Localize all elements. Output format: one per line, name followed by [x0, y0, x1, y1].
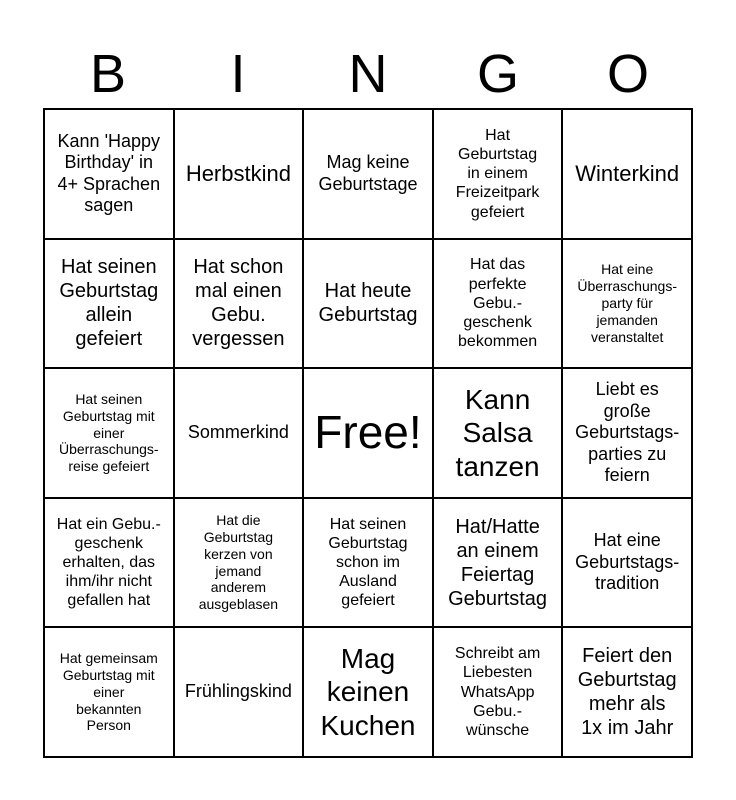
header-letter-o: O [606, 44, 649, 104]
bingo-cell[interactable]: Hat das perfekte Gebu.- geschenk bekommen [433, 239, 563, 369]
free-space-cell[interactable]: Free! [303, 368, 433, 498]
bingo-cell[interactable]: Sommerkind [174, 368, 304, 498]
bingo-cell[interactable]: Hat eine Geburtstags- tradition [562, 498, 692, 628]
bingo-cell[interactable]: Hat schon mal einen Gebu. vergessen [174, 239, 304, 369]
bingo-cell[interactable]: Kann 'Happy Birthday' in 4+ Sprachen sagen [44, 109, 174, 239]
bingo-grid [43, 108, 693, 758]
bingo-cell[interactable]: Hat die Geburtstag kerzen von jemand anderem ausgeblasen [174, 498, 304, 628]
header-letter-b: B [89, 44, 127, 104]
bingo-cell[interactable]: Mag keine Geburtstage [303, 109, 433, 239]
header-letter-i: I [230, 44, 246, 104]
bingo-cell[interactable]: Herbstkind [174, 109, 304, 239]
bingo-cell[interactable]: Hat seinen Geburtstag allein gefeiert [44, 239, 174, 369]
bingo-cell[interactable]: Schreibt am Liebesten WhatsApp Gebu.- wünsche [433, 627, 563, 757]
bingo-cell[interactable]: Hat Geburtstag in einem Freizeitpark gefeiert [433, 109, 563, 239]
bingo-cell[interactable]: Hat seinen Geburtstag mit einer Überraschungs- reise gefeiert [44, 368, 174, 498]
bingo-cell[interactable]: Hat seinen Geburtstag schon im Ausland gefeiert [303, 498, 433, 628]
header-letter-g: G [476, 44, 519, 104]
bingo-cell[interactable]: Hat gemeinsam Geburtstag mit einer bekannten Person [44, 627, 174, 757]
bingo-cell[interactable]: Hat/Hatte an einem Feiertag Geburtstag [433, 498, 563, 628]
bingo-cell[interactable]: Hat heute Geburtstag [303, 239, 433, 369]
bingo-cell[interactable]: Feiert den Geburtstag mehr als 1x im Jahr [562, 627, 692, 757]
header-letter-n: N [348, 44, 388, 104]
bingo-cell[interactable]: Frühlingskind [174, 627, 304, 757]
bingo-cell[interactable]: Hat eine Überraschungs- party für jemanden veranstaltet [562, 239, 692, 369]
bingo-cell[interactable]: Hat ein Gebu.- geschenk erhalten, das ihm/ihr nicht gefallen hat [44, 498, 174, 628]
bingo-cell[interactable]: Winterkind [562, 109, 692, 239]
bingo-cell[interactable]: Mag keinen Kuchen [303, 627, 433, 757]
bingo-cell[interactable]: Kann Salsa tanzen [433, 368, 563, 498]
bingo-header [43, 40, 693, 108]
bingo-cell[interactable]: Liebt es große Geburtstags- parties zu feiern [562, 368, 692, 498]
